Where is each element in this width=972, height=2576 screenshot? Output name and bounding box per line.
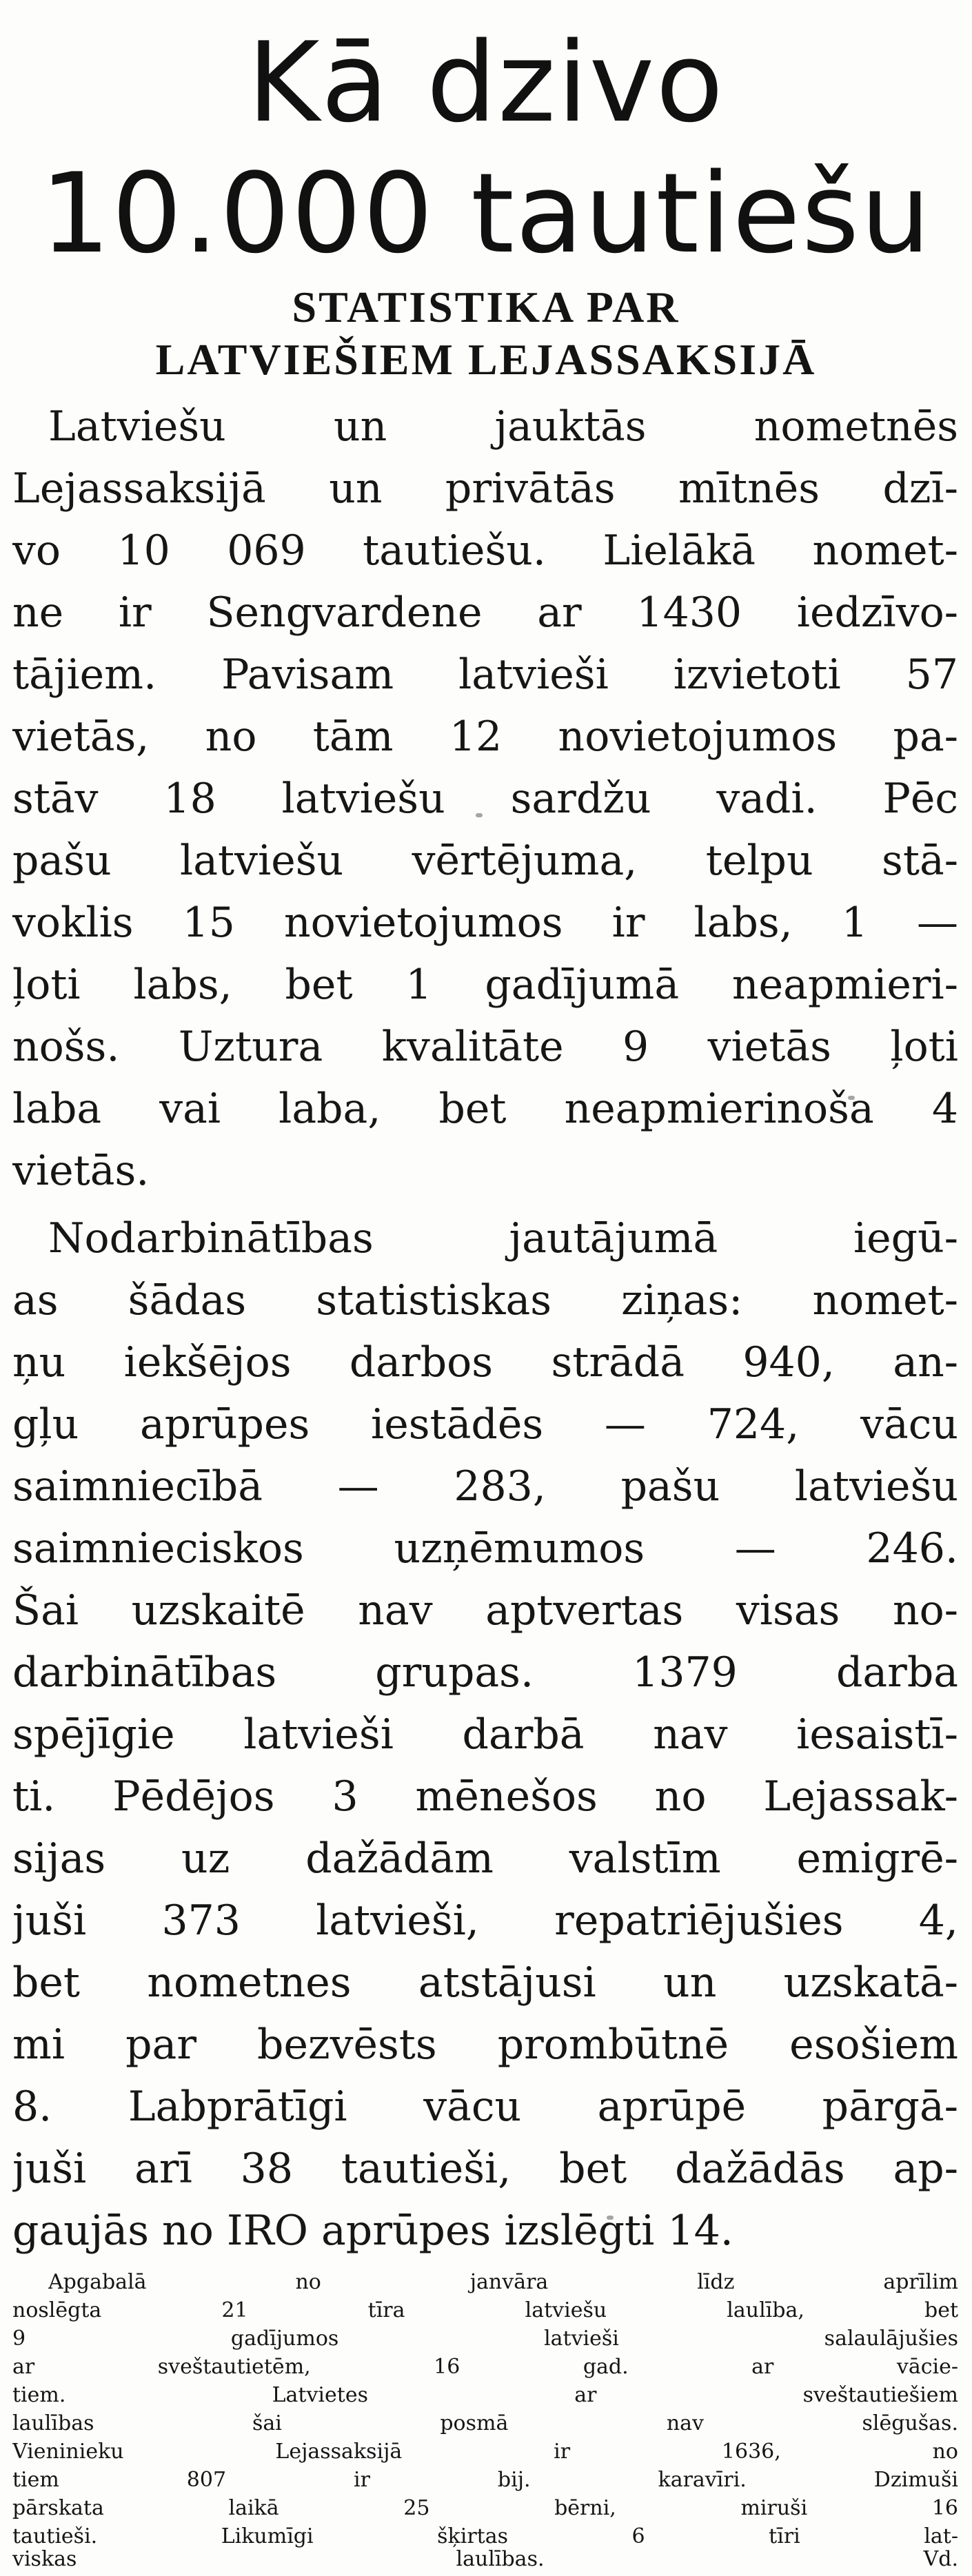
- body-line: juši arī 38 tautieši, bet dažādās ap-: [12, 2145, 958, 2193]
- body-line: Vieninieku Lejassaksijā ir 1636, no: [12, 2440, 958, 2464]
- body-line: pašu latviešu vērtējuma, telpu stā-: [12, 837, 958, 885]
- body-line: darbinātības grupas. 1379 darba: [12, 1648, 958, 1697]
- body-line: ar sveštautietēm, 16 gad. ar vācie-: [12, 2355, 958, 2379]
- body-line: mi par bezvēsts prombūtnē esošiem: [12, 2021, 958, 2069]
- body-line: ņu iekšējos darbos strādā 940, an-: [12, 1338, 958, 1387]
- body-line: vietās.: [12, 1147, 150, 1195]
- body-line: tājiem. Pavisam latvieši izvietoti 57: [12, 651, 958, 699]
- body-line: noslēgta 21 tīra latviešu laulība, bet: [12, 2298, 958, 2322]
- body-line: spējīgie latvieši darbā nav iesaistī-: [12, 1710, 958, 1759]
- body-line: pārskata laikā 25 bērni, miruši 16: [12, 2496, 958, 2520]
- body-line: vo 10 069 tautiešu. Lielākā nomet-: [12, 527, 958, 575]
- print-speck: [476, 813, 483, 817]
- body-line: 9 gadījumos latvieši salaulājušies: [12, 2327, 958, 2351]
- body-line: nošs. Uztura kvalitāte 9 vietās ļoti: [12, 1023, 958, 1071]
- headline-line-2: 10.000 tautiešu: [40, 149, 932, 278]
- body-line: tiem 807 ir bij. karavīri. Dzimuši: [12, 2468, 958, 2492]
- body-line: Nodarbinātības jautājumā iegū-: [48, 1214, 958, 1263]
- body-line: ti. Pēdējos 3 mēnešos no Lejassak-: [12, 1772, 958, 1821]
- body-line: tautieši. Likumīgi šķirtas 6 tīri lat-: [12, 2524, 958, 2548]
- body-line: voklis 15 novietojumos ir labs, 1 —: [12, 899, 958, 947]
- body-line: Apgabalā no janvāra līdz aprīlim: [48, 2270, 958, 2294]
- body-line: Latviešu un jauktās nometnēs: [48, 402, 958, 451]
- body-line: juši 373 latvieši, repatriējušies 4,: [12, 1897, 958, 1945]
- body-line: bet nometnes atstājusi un uzskatā-: [12, 1959, 958, 2007]
- headline-line-1: Kā dzivo: [247, 18, 725, 147]
- body-line: as šādas statistiskas ziņas: nomet-: [12, 1276, 958, 1325]
- body-line: saimnieciskos uzņēmumos — 246.: [12, 1524, 958, 1573]
- body-line: sijas uz dažādām valstīm emigrē-: [12, 1834, 958, 1883]
- body-line: Lejassaksijā un privātās mītnēs dzī-: [12, 464, 958, 513]
- body-line: laba vai laba, bet neapmierinoša 4: [12, 1085, 958, 1133]
- body-line: gļu aprūpes iestādēs — 724, vācu: [12, 1400, 958, 1449]
- body-line: saimniecībā — 283, pašu latviešu: [12, 1462, 958, 1511]
- body-line: gaujās no IRO aprūpes izslēgti 14.: [12, 2207, 733, 2255]
- subheadline-line-1: STATISTIKA PAR: [292, 283, 680, 331]
- body-line: ne ir Sengvardene ar 1430 iedzīvo-: [12, 589, 958, 637]
- body-line: ļoti labs, bet 1 gadījumā neapmieri-: [12, 961, 958, 1009]
- subheadline-line-2: LATVIEŠIEM LEJASSAKSIJĀ: [155, 335, 817, 384]
- body-line-signature: viskas laulības. Vd.: [12, 2547, 958, 2571]
- print-speck: [607, 2216, 614, 2220]
- print-speck: [848, 1096, 855, 1100]
- body-line: tiem. Latvietes ar sveštautiešiem: [12, 2383, 958, 2407]
- body-line: Šai uzskaitē nav aptvertas visas no-: [12, 1586, 958, 1635]
- body-line: vietās, no tām 12 novietojumos pa-: [12, 713, 958, 761]
- body-line: laulības šai posmā nav slēgušas.: [12, 2411, 958, 2435]
- body-line: 8. Labprātīgi vācu aprūpē pārgā-: [12, 2083, 958, 2131]
- body-line: stāv 18 latviešu sardžu vadi. Pēc: [12, 775, 958, 823]
